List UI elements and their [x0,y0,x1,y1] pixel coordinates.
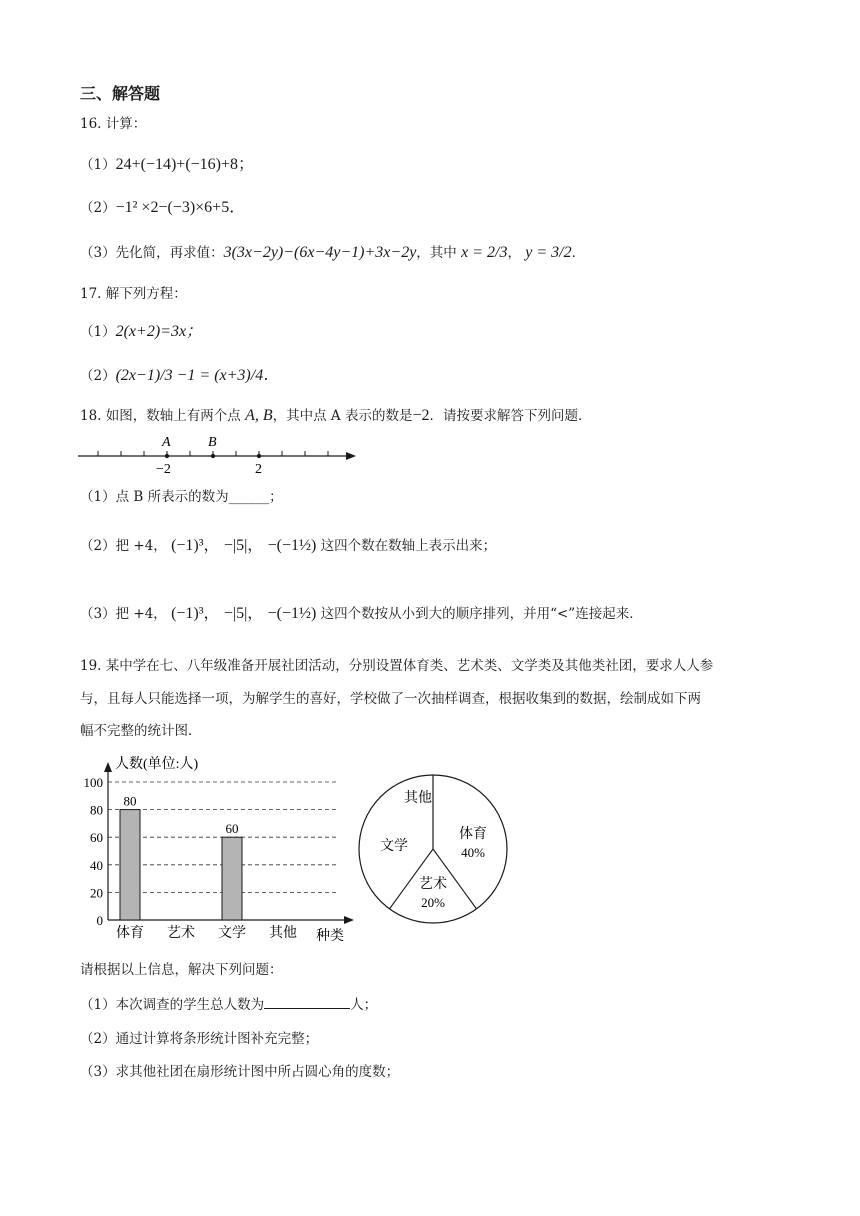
q16-p2-expr: −1² ×2−(−3)×6+5． [115,199,246,216]
x-tick-label: 文学 [218,926,246,941]
q19-part1 [80,994,377,1015]
q16-p3-x: x = 2/3 [461,244,508,261]
q19-stem-line3: 幅不完整的统计图． [80,723,202,739]
point-A [165,454,169,458]
answer-blank[interactable] [264,994,350,1009]
q19-p1-b: 人； [350,997,378,1013]
y-tick-label: 100 [83,775,103,790]
number-line [76,428,360,476]
y-tick-label: 0 [96,913,103,928]
q18-p2-tail: 这四个数在数轴上表示出来； [320,538,497,554]
y-tick-label: 40 [90,857,103,873]
pie-slice-label: 40% [461,845,485,860]
q16-part1 [80,155,254,175]
q17-p1-label: （1） [80,324,116,340]
q18-p2-n3: −|5|， [223,537,264,554]
pie-slice-name: 文学 [380,839,408,854]
bar-data-label: 60 [225,821,239,837]
section-title: 三、解答题 [80,84,161,103]
label-neg2: −2 [156,462,171,476]
number-line-arrow [346,452,356,460]
q18-p3-label: （3）把 +4， [80,606,167,622]
point-B [211,454,215,458]
bar-chart [70,748,360,948]
q19-part3: （3）求其他社团在扇形统计图中所占圆心角的度数； [80,1064,400,1080]
q18-p2-n2: (−1)³， [171,537,220,554]
q17-part1 [80,322,202,342]
pie-slice-name: 艺术 [419,877,447,892]
q18-part3 [80,604,643,624]
q19-p1-a: （1）本次调查的学生总人数为 [80,997,265,1013]
bar [120,810,140,920]
y-tick-label: 20 [90,885,103,901]
q18-stem-a: 18. 如图，数轴上有两个点 [80,408,241,424]
q16-p1-label: （1） [80,157,116,173]
y-axis-arrow [104,762,112,772]
q18-stem-c: ．请按要求解答下列问题． [429,408,592,424]
label-B: B [208,435,217,450]
label-A: A [162,435,171,450]
q18-part2 [80,536,496,556]
q16-p3-y: y = 3/2 [525,244,572,261]
q19-part2: （2）通过计算将条形统计图补充完整； [80,1031,319,1047]
pie-slice-label: 20% [421,895,445,910]
pie-chart [352,768,514,930]
q19-stem-line1: 19. 某中学在七、八年级准备开展社团活动，分别设置体育类、艺术类、文学类及其他类社团，要求人人参 [80,658,714,674]
point-2 [257,454,261,458]
q17-p2-label: （2） [80,368,116,384]
q16-p1-expr: 24+(−14)+(−16)+8； [115,156,255,173]
q18-p3-n4: −(−1½) [267,605,317,622]
bar-chart-ylabel: 人数(单位:人) [115,757,199,772]
q16-p3-label: （3）先化简，再求值： [80,245,224,261]
q18-stem-b: ，其中点 A 表示的数是 [272,408,413,424]
q17-p1-expr: 2(x+2)=3x； [115,323,203,340]
bar [222,837,242,920]
x-tick-label: 体育 [116,926,144,941]
q17-stem: 17. 解下列方程： [80,286,187,302]
q18-stem-points: A, B [245,407,273,424]
x-tick-label: 其他 [269,926,297,941]
pie-slice-name: 体育 [459,827,487,842]
q16-p3-where: ，其中 [416,245,457,261]
q17-part2 [80,366,279,386]
q18-stem-value: −2 [412,407,430,424]
q17-p2-expr: (2x−1)/3 −1 = (x+3)/4． [115,367,280,384]
y-tick-label: 80 [90,802,103,818]
q18-part1: （1）点 B 所表示的数为______； [80,489,283,505]
q18-p3-n3: −|5|， [223,605,264,622]
label-pos2: 2 [255,462,262,476]
q18-p3-tail: 这四个数按从小到大的顺序排列，并用“<”连接起来． [320,606,643,622]
q16-part3: （3）先化简，再求值：3(3x−2y)−(6x−4y−1)+3x−2y，其中 x = 2/3， y = 3/2． [80,244,586,261]
q16-stem: 16. 计算： [80,116,147,132]
q18-p3-n2: (−1)³， [171,605,220,622]
q18-p2-n4: −(−1½) [267,537,317,554]
q18-stem [80,406,591,426]
q16-p3-expr: 3(3x−2y)−(6x−4y−1)+3x−2y [223,244,417,261]
bar-data-label: 80 [123,793,137,809]
q16-p2-label: （2） [80,200,116,216]
q18-p2-label: （2）把 +4， [80,538,167,554]
x-tick-label: 艺术 [167,926,195,941]
q19-after-text: 请根据以上信息，解决下列问题： [80,962,283,978]
q19-stem-line2: 与，且每人只能选择一项，为解学生的喜好，学校做了一次抽样调查，根据收集到的数据，绘制成如下两 [80,691,701,707]
q16-part2 [80,198,245,218]
pie-slice-name: 其他 [404,791,432,806]
y-tick-label: 60 [90,830,103,846]
bar-chart-xlabel: 种类 [316,929,344,944]
